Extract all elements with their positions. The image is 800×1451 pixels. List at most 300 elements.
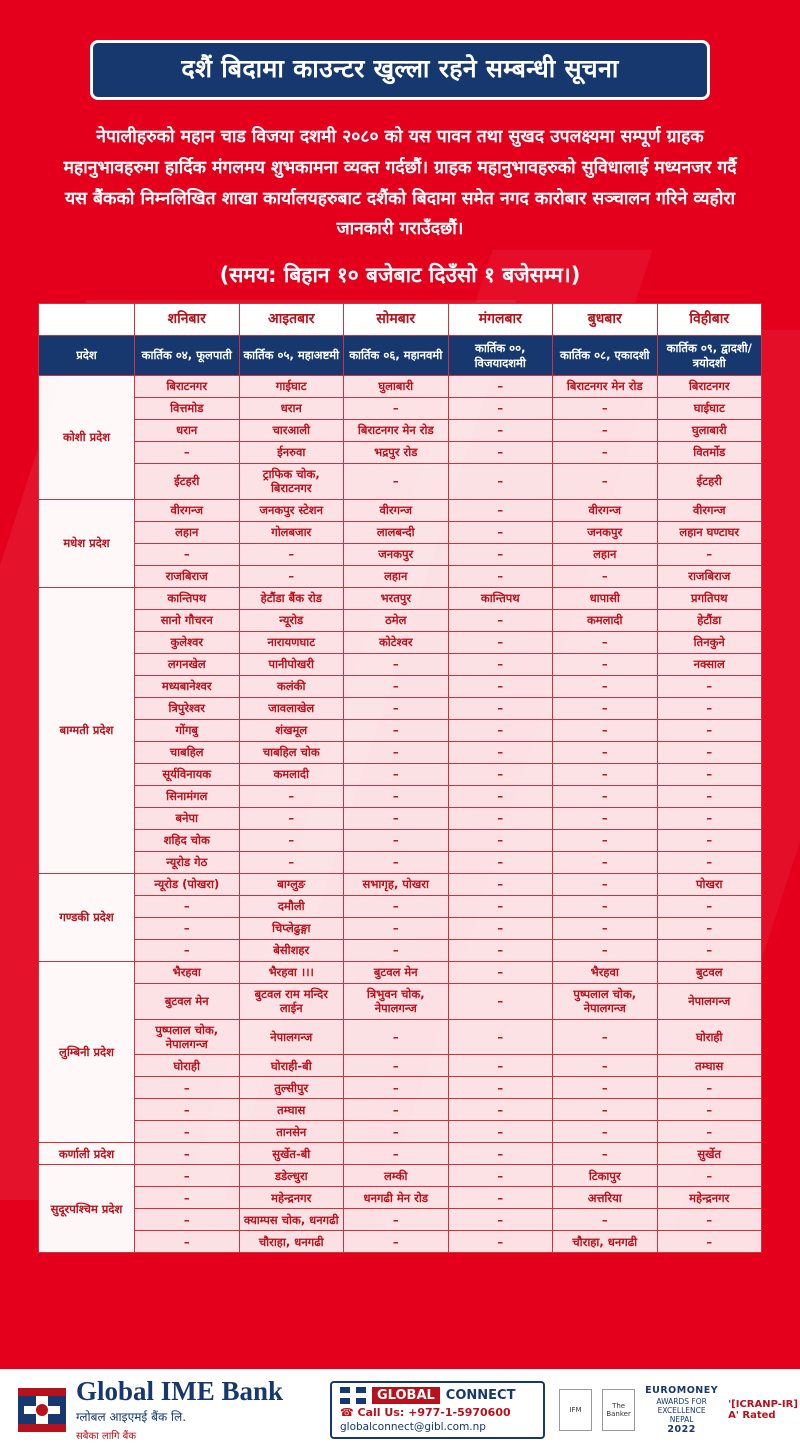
branch-cell: – — [448, 1121, 553, 1143]
branch-cell: – — [344, 807, 449, 829]
branch-cell: – — [448, 609, 553, 631]
branch-cell: – — [239, 829, 344, 851]
branch-cell: जनकपुर — [553, 521, 658, 543]
branch-cell: बुटवल — [657, 961, 762, 983]
branch-cell: कमलादी — [553, 609, 658, 631]
branch-cell: – — [344, 1019, 449, 1055]
branch-cell: – — [135, 1121, 240, 1143]
connect-badge: GLOBAL — [372, 1387, 440, 1404]
branch-cell: महेन्द्रनगर — [239, 1187, 344, 1209]
branch-cell: – — [135, 939, 240, 961]
branch-cell: – — [448, 961, 553, 983]
branch-cell: – — [553, 719, 658, 741]
branch-cell: – — [657, 829, 762, 851]
branch-cell: मध्यबानेश्वर — [135, 675, 240, 697]
branch-cell: – — [657, 1165, 762, 1187]
email-text[interactable]: globalconnect@gibl.com.np — [340, 1421, 486, 1433]
branch-cell: – — [657, 697, 762, 719]
bank-name-np: ग्लोबल आइएमई बैंक लि. — [76, 1410, 187, 1424]
province-cell: लुम्बिनी प्रदेश — [39, 961, 135, 1143]
awards-strip — [559, 1385, 800, 1435]
branch-cell: – — [135, 543, 240, 565]
branch-cell: – — [135, 442, 240, 464]
column-header-4: मंगलबार — [448, 303, 553, 336]
branch-cell: पुष्पलाल चोक, नेपालगन्ज — [553, 983, 658, 1019]
branch-cell: जावलाखेल — [239, 697, 344, 719]
branch-cell: – — [553, 873, 658, 895]
column-header-5: बुधबार — [553, 303, 658, 336]
branch-cell: – — [553, 565, 658, 587]
branch-cell: सिनामंगल — [135, 785, 240, 807]
branch-cell: – — [448, 1187, 553, 1209]
branch-cell: चाबहिल चोक — [239, 741, 344, 763]
table-row — [39, 1143, 762, 1165]
branch-cell: जनकपुर — [344, 543, 449, 565]
branch-cell: – — [553, 1209, 658, 1231]
branch-cell: भरतपुर — [344, 587, 449, 609]
branch-cell: – — [344, 851, 449, 873]
branch-cell: बुटवल मेन — [135, 983, 240, 1019]
branch-cell: सुर्खेत-बी — [239, 1143, 344, 1165]
branch-cell: भैरहवा — [553, 961, 658, 983]
branch-cell: – — [344, 785, 449, 807]
euromoney-year: 2022 — [667, 1423, 696, 1435]
branch-cell: ईटहरी — [657, 464, 762, 500]
branch-cell: – — [448, 895, 553, 917]
table-row — [39, 631, 762, 653]
branch-cell: – — [344, 1209, 449, 1231]
branch-cell: – — [553, 675, 658, 697]
branch-cell: – — [553, 741, 658, 763]
branch-cell: – — [448, 1231, 553, 1253]
table-row — [39, 442, 762, 464]
column-header-6: विहीबार — [657, 303, 762, 336]
table-row — [39, 873, 762, 895]
table-row — [39, 587, 762, 609]
branch-cell: – — [448, 565, 553, 587]
branch-cell: – — [657, 543, 762, 565]
branch-cell: – — [448, 1165, 553, 1187]
branch-cell: – — [657, 1099, 762, 1121]
branch-cell: धापासी — [553, 587, 658, 609]
branch-cell: – — [448, 376, 553, 398]
branch-cell: लहान — [135, 521, 240, 543]
branch-cell: – — [344, 1121, 449, 1143]
euromoney-sub: AWARDS FOR EXCELLENCE — [656, 1396, 707, 1415]
branch-cell: – — [344, 398, 449, 420]
table-row — [39, 983, 762, 1019]
date-cell-0: कार्तिक ०४, फूलपाती — [135, 336, 240, 376]
euromoney-country: NEPAL — [669, 1414, 694, 1424]
branch-cell: चारआली — [239, 420, 344, 442]
column-header-0 — [39, 303, 135, 336]
schedule-table — [38, 303, 762, 1254]
branch-cell: बनेपा — [135, 807, 240, 829]
branch-cell: तम्घास — [239, 1099, 344, 1121]
branch-cell: लहान — [553, 543, 658, 565]
table-row — [39, 785, 762, 807]
branch-cell: कमलादी — [239, 763, 344, 785]
bank-name: Global IME Bank — [76, 1376, 284, 1406]
province-header-cell: प्रदेश — [39, 336, 135, 376]
branch-cell: हेटौंडा — [657, 609, 762, 631]
branch-cell: कुलेश्वर — [135, 631, 240, 653]
branch-cell: न्यूरोड (पोखरा) — [135, 873, 240, 895]
branch-cell: कोटेश्वर — [344, 631, 449, 653]
branch-cell: कान्तिपथ — [135, 587, 240, 609]
branch-cell: – — [657, 763, 762, 785]
branch-cell: – — [448, 851, 553, 873]
branch-cell: बिराटनगर — [657, 376, 762, 398]
table-row — [39, 1099, 762, 1121]
branch-cell: – — [448, 1019, 553, 1055]
branch-cell: घोराही-बी — [239, 1055, 344, 1077]
branch-cell: चौराहा, धनगढी — [239, 1231, 344, 1253]
table-row — [39, 675, 762, 697]
branch-cell: – — [135, 1209, 240, 1231]
table-row — [39, 464, 762, 500]
date-cell-2: कार्तिक ०६, महानवमी — [344, 336, 449, 376]
branch-cell: कलंकी — [239, 675, 344, 697]
award-ifm-icon: IFM — [559, 1389, 592, 1431]
branch-cell: – — [553, 1077, 658, 1099]
branch-cell: वीरगन्ज — [553, 499, 658, 521]
branch-cell: – — [657, 719, 762, 741]
branch-cell: – — [344, 675, 449, 697]
branch-cell: बुटवल मेन — [344, 961, 449, 983]
date-row — [39, 336, 762, 376]
branch-cell: – — [344, 719, 449, 741]
branch-cell: त्रिपुरेश्वर — [135, 697, 240, 719]
connect-label: CONNECT — [445, 1388, 516, 1403]
branch-cell: – — [344, 829, 449, 851]
branch-cell: तिनकुने — [657, 631, 762, 653]
global-connect-box[interactable] — [330, 1381, 545, 1439]
branch-cell: – — [448, 1143, 553, 1165]
bank-brand — [16, 1378, 316, 1442]
branch-cell: वीरगन्ज — [135, 499, 240, 521]
branch-cell: घोराही — [657, 1019, 762, 1055]
table-row — [39, 1231, 762, 1253]
branch-cell: – — [344, 653, 449, 675]
table-row — [39, 1121, 762, 1143]
branch-cell: धरान — [239, 398, 344, 420]
branch-cell: बुटवल राम मन्दिर लाईन — [239, 983, 344, 1019]
bank-tagline: सबैका लागि बैंक — [76, 1431, 137, 1442]
branch-cell: शंखमूल — [239, 719, 344, 741]
date-cell-5: कार्तिक ०९, द्वादशी/त्रयोदशी — [657, 336, 762, 376]
branch-cell: तुल्सीपुर — [239, 1077, 344, 1099]
euromoney-title: EUROMONEY — [645, 1385, 719, 1397]
branch-cell: नारायणघाट — [239, 631, 344, 653]
branch-cell: भद्रपुर रोड — [344, 442, 449, 464]
branch-cell: – — [448, 631, 553, 653]
branch-cell: – — [657, 807, 762, 829]
branch-cell: – — [657, 939, 762, 961]
branch-cell: – — [239, 807, 344, 829]
branch-cell: – — [553, 442, 658, 464]
branch-cell: – — [553, 917, 658, 939]
flag-icon — [340, 1387, 366, 1404]
branch-cell: – — [239, 565, 344, 587]
branch-cell: – — [448, 420, 553, 442]
table-row — [39, 543, 762, 565]
branch-cell: लालबन्दी — [344, 521, 449, 543]
branch-cell: दमौली — [239, 895, 344, 917]
branch-cell: – — [448, 499, 553, 521]
branch-cell: – — [448, 829, 553, 851]
branch-cell: – — [135, 1099, 240, 1121]
branch-cell: – — [135, 1187, 240, 1209]
table-row — [39, 420, 762, 442]
province-cell: सुदूरपश्चिम प्रदेश — [39, 1165, 135, 1253]
branch-cell: नेपालगन्ज — [239, 1019, 344, 1055]
branch-cell: – — [553, 464, 658, 500]
branch-cell: – — [448, 1099, 553, 1121]
branch-cell: – — [657, 675, 762, 697]
branch-cell: – — [553, 1055, 658, 1077]
branch-cell: गोलबजार — [239, 521, 344, 543]
branch-cell: बाग्लुङ — [239, 873, 344, 895]
branch-cell: सुर्खेत — [657, 1143, 762, 1165]
province-cell: कोशी प्रदेश — [39, 376, 135, 500]
branch-cell: – — [553, 653, 658, 675]
branch-cell: – — [344, 939, 449, 961]
branch-cell: – — [239, 543, 344, 565]
branch-cell: लगनखेल — [135, 653, 240, 675]
branch-cell: धनगढी मेन रोड — [344, 1187, 449, 1209]
date-cell-3: कार्तिक ००, विजयादशमी — [448, 336, 553, 376]
branch-cell: – — [344, 763, 449, 785]
branch-cell: – — [344, 1231, 449, 1253]
branch-cell: राजबिराज — [657, 565, 762, 587]
intro-paragraph: नेपालीहरुको महान चाड विजया दशमी २०८० को यस पावन तथा सुखद उपलक्ष्यमा सम्पूर्ण ग्राहक महानुभावहरुमा हार्दिक मंगलमय शुभकामना व्यक्त गर्दछौं। ग्राहक महानुभावहरुको सुविधालाई मध्यनजर गर्दै यस बैंकको निम्नलिखित शाखा कार्यालयहरुबाट दशैंको बिदामा समेत नगद कारोबार सञ्चालन गरिने व्यहोरा जानकारी गराउँदछौं। — [63, 127, 737, 240]
branch-cell: – — [553, 939, 658, 961]
branch-cell: – — [448, 1055, 553, 1077]
branch-cell: घोराही — [135, 1055, 240, 1077]
branch-cell: – — [553, 1143, 658, 1165]
branch-cell: – — [448, 543, 553, 565]
branch-cell: – — [344, 917, 449, 939]
branch-cell: शहिद चोक — [135, 829, 240, 851]
branch-cell: – — [657, 917, 762, 939]
branch-cell: राजबिराज — [135, 565, 240, 587]
call-us-text[interactable]: ☎ Call Us: +977-1-5970600 — [340, 1406, 511, 1419]
branch-cell: बेसीशहर — [239, 939, 344, 961]
branch-cell: पानीपोखरी — [239, 653, 344, 675]
table-row — [39, 376, 762, 398]
branch-cell: – — [448, 719, 553, 741]
branch-cell: – — [344, 1143, 449, 1165]
branch-cell: ईटहरी — [135, 464, 240, 500]
branch-cell: लहान — [344, 565, 449, 587]
branch-cell: ट्राफिक चोक, बिराटनगर — [239, 464, 344, 500]
table-row — [39, 939, 762, 961]
branch-cell: – — [553, 807, 658, 829]
branch-cell: – — [657, 785, 762, 807]
branch-cell: – — [135, 895, 240, 917]
table-row — [39, 653, 762, 675]
branch-cell: – — [344, 697, 449, 719]
branch-cell: घुलाबारी — [344, 376, 449, 398]
branch-cell: ठमेल — [344, 609, 449, 631]
branch-cell: – — [135, 917, 240, 939]
branch-cell: – — [344, 741, 449, 763]
brand-text — [76, 1378, 283, 1442]
branch-cell: – — [448, 442, 553, 464]
branch-cell: – — [448, 398, 553, 420]
table-row — [39, 807, 762, 829]
date-cell-1: कार्तिक ०५, महाअष्टमी — [239, 336, 344, 376]
province-cell: मधेश प्रदेश — [39, 499, 135, 587]
branch-cell: गोंगबु — [135, 719, 240, 741]
branch-cell: प्रगतिपथ — [657, 587, 762, 609]
table-row — [39, 1187, 762, 1209]
table-row — [39, 1077, 762, 1099]
branch-cell: – — [344, 1077, 449, 1099]
branch-cell: सभागृह, पोखरा — [344, 873, 449, 895]
title-container — [90, 40, 710, 100]
table-row — [39, 398, 762, 420]
branch-cell: – — [448, 675, 553, 697]
table-row — [39, 609, 762, 631]
branch-cell: गाईघाट — [239, 376, 344, 398]
credit-rating-text: '[ICRANP-IR] A' Rated — [728, 1399, 798, 1421]
branch-cell: – — [657, 1121, 762, 1143]
table-header-row — [39, 303, 762, 336]
table-row — [39, 1165, 762, 1187]
table-row — [39, 895, 762, 917]
global-ime-logo-icon — [16, 1384, 68, 1436]
branch-cell: कान्तिपथ — [448, 587, 553, 609]
table-row — [39, 917, 762, 939]
branch-cell: – — [657, 741, 762, 763]
branch-cell: हेटौंडा बैंक रोड — [239, 587, 344, 609]
branch-cell: तम्घास — [657, 1055, 762, 1077]
branch-cell: – — [239, 851, 344, 873]
branch-cell: बिराटनगर — [135, 376, 240, 398]
column-header-2: आइतबार — [239, 303, 344, 336]
branch-cell: नक्साल — [657, 653, 762, 675]
branch-cell: घाईघाट — [657, 398, 762, 420]
branch-cell: – — [657, 1231, 762, 1253]
branch-cell: – — [344, 464, 449, 500]
column-header-3: सोमबार — [344, 303, 449, 336]
branch-cell: चिप्लेढुङ्गा — [239, 917, 344, 939]
branch-cell: – — [553, 1121, 658, 1143]
table-row — [39, 763, 762, 785]
schedule-table-container — [38, 303, 762, 1254]
table-row — [39, 1209, 762, 1231]
province-cell: बाग्मती प्रदेश — [39, 587, 135, 873]
branch-cell: – — [135, 1143, 240, 1165]
branch-cell: – — [448, 1077, 553, 1099]
branch-cell: पुष्पलाल चोक, नेपालगन्ज — [135, 1019, 240, 1055]
branch-cell: धरान — [135, 420, 240, 442]
page-title: दशैं बिदामा काउन्टर खुल्ला रहने सम्बन्धी सूचना — [90, 40, 710, 100]
branch-cell: लहान घण्टाघर — [657, 521, 762, 543]
branch-cell: महेन्द्रनगर — [657, 1187, 762, 1209]
award-banker-icon: The Banker — [602, 1389, 635, 1431]
footer-bar — [0, 1369, 800, 1451]
branch-cell: टिकापुर — [553, 1165, 658, 1187]
table-row — [39, 697, 762, 719]
branch-cell: – — [448, 939, 553, 961]
branch-cell: बिराटनगर मेन रोड — [553, 376, 658, 398]
province-cell: गण्डकी प्रदेश — [39, 873, 135, 961]
branch-cell: बिराटनगर मेन रोड — [344, 420, 449, 442]
branch-cell: घुलाबारी — [657, 420, 762, 442]
table-row — [39, 521, 762, 543]
branch-cell: सानो गौचरन — [135, 609, 240, 631]
date-cell-4: कार्तिक ०८, एकादशी — [553, 336, 658, 376]
branch-cell: – — [135, 1077, 240, 1099]
branch-cell: – — [448, 464, 553, 500]
branch-cell: – — [553, 631, 658, 653]
branch-cell: न्यूरोड गेठ — [135, 851, 240, 873]
branch-cell: – — [553, 851, 658, 873]
branch-cell: – — [553, 398, 658, 420]
branch-cell: – — [448, 521, 553, 543]
branch-cell: – — [553, 1099, 658, 1121]
branch-cell: – — [135, 1165, 240, 1187]
branch-cell: सूर्यविनायक — [135, 763, 240, 785]
table-row — [39, 829, 762, 851]
branch-cell: अत्तरिया — [553, 1187, 658, 1209]
table-row — [39, 961, 762, 983]
branch-cell: – — [239, 785, 344, 807]
award-euromoney-icon — [645, 1385, 718, 1435]
branch-cell: – — [553, 1019, 658, 1055]
branch-cell: – — [448, 807, 553, 829]
branch-cell: वीरगन्ज — [344, 499, 449, 521]
branch-cell: – — [553, 829, 658, 851]
table-row — [39, 1019, 762, 1055]
branch-cell: नेपालगन्ज — [657, 983, 762, 1019]
branch-cell: – — [553, 895, 658, 917]
branch-cell: – — [657, 895, 762, 917]
table-head — [39, 303, 762, 336]
branch-cell: – — [448, 1209, 553, 1231]
connect-header — [340, 1387, 535, 1404]
branch-cell: वीरगन्ज — [657, 499, 762, 521]
table-row — [39, 719, 762, 741]
branch-cell: – — [448, 785, 553, 807]
branch-cell: न्यूरोड — [239, 609, 344, 631]
branch-cell: – — [448, 763, 553, 785]
branch-cell: डडेल्धुरा — [239, 1165, 344, 1187]
branch-cell: – — [344, 1099, 449, 1121]
branch-cell: – — [657, 1209, 762, 1231]
branch-cell: – — [553, 697, 658, 719]
branch-cell: लम्की — [344, 1165, 449, 1187]
branch-cell: – — [135, 1231, 240, 1253]
branch-cell: चौराहा, धनगढी — [553, 1231, 658, 1253]
branch-cell: – — [657, 851, 762, 873]
branch-cell: भैरहवा — [135, 961, 240, 983]
branch-cell: – — [553, 785, 658, 807]
branch-cell: – — [448, 873, 553, 895]
branch-cell: – — [553, 420, 658, 442]
branch-cell: – — [448, 917, 553, 939]
branch-cell: – — [448, 653, 553, 675]
province-cell: कर्णाली प्रदेश — [39, 1143, 135, 1165]
table-row — [39, 565, 762, 587]
branch-cell: ईनरुवा — [239, 442, 344, 464]
branch-cell: वितर्मोड — [657, 442, 762, 464]
branch-cell: पोखरा — [657, 873, 762, 895]
branch-cell: – — [344, 1055, 449, 1077]
